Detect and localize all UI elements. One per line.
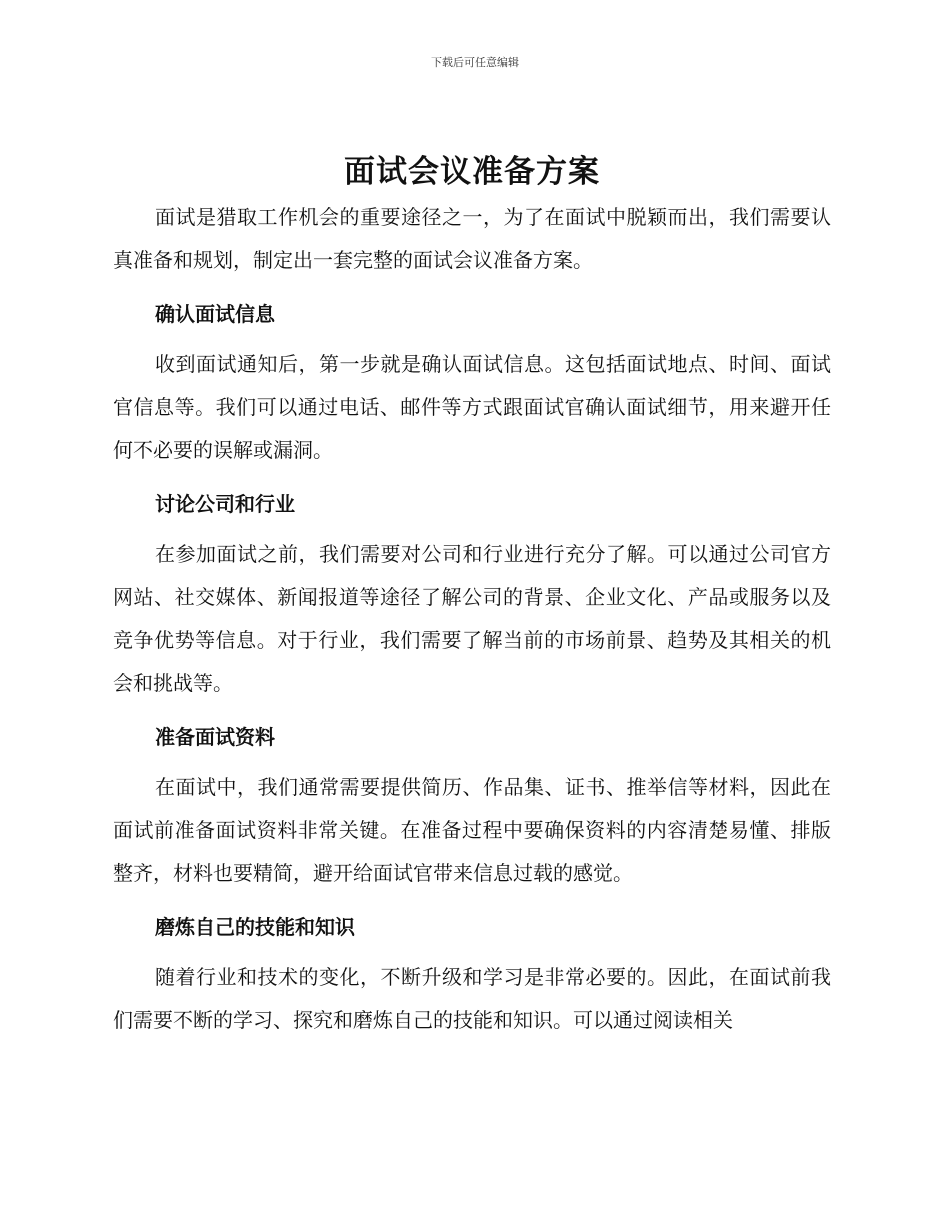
document-title: 面试会议准备方案: [344, 154, 600, 190]
intro-paragraph: 面试是猎取工作机会的重要途径之一，为了在面试中脱颖而出，我们需要认真准备和规划，制定出一套完整的面试会议准备方案。: [113, 205, 831, 272]
section-body-company-industry: 在参加面试之前，我们需要对公司和行业进行充分了解。可以通过公司官方网站、社交媒体、新闻报道等途径了解公司的背景、企业文化、产品或服务以及竞争优势等信息。对于行业，我们需要了解当前的市场前景、趋势及其相关的机会和挑战等。: [113, 542, 831, 695]
section-heading-prepare-materials: 准备面试资料: [155, 725, 275, 749]
section-body-prepare-materials: 在面试中，我们通常需要提供简历、作品集、证书、推举信等材料，因此在面试前准备面试资料非常关键。在准备过程中要确保资料的内容清楚易懂、排版整齐，材料也要精简，避开给面试官带来信息过载的感觉。: [113, 775, 831, 885]
section-heading-confirm-info: 确认面试信息: [155, 302, 275, 326]
section-heading-skills-knowledge: 磨炼自己的技能和知识: [155, 915, 355, 939]
section-body-confirm-info: 收到面试通知后，第一步就是确认面试信息。这包括面试地点、时间、面试官信息等。我们可以通过电话、邮件等方式跟面试官确认面试细节，用来避开任何不必要的误解或漏洞。: [113, 352, 831, 462]
page-header-note: 下载后可任意编辑: [431, 56, 519, 69]
document-content: [113, 148, 831, 1042]
section-body-skills-knowledge: 随着行业和技术的变化，不断升级和学习是非常必要的。因此，在面试前我们需要不断的学习、探究和磨炼自己的技能和知识。可以通过阅读相关: [113, 965, 831, 1032]
section-heading-company-industry: 讨论公司和行业: [155, 492, 295, 516]
